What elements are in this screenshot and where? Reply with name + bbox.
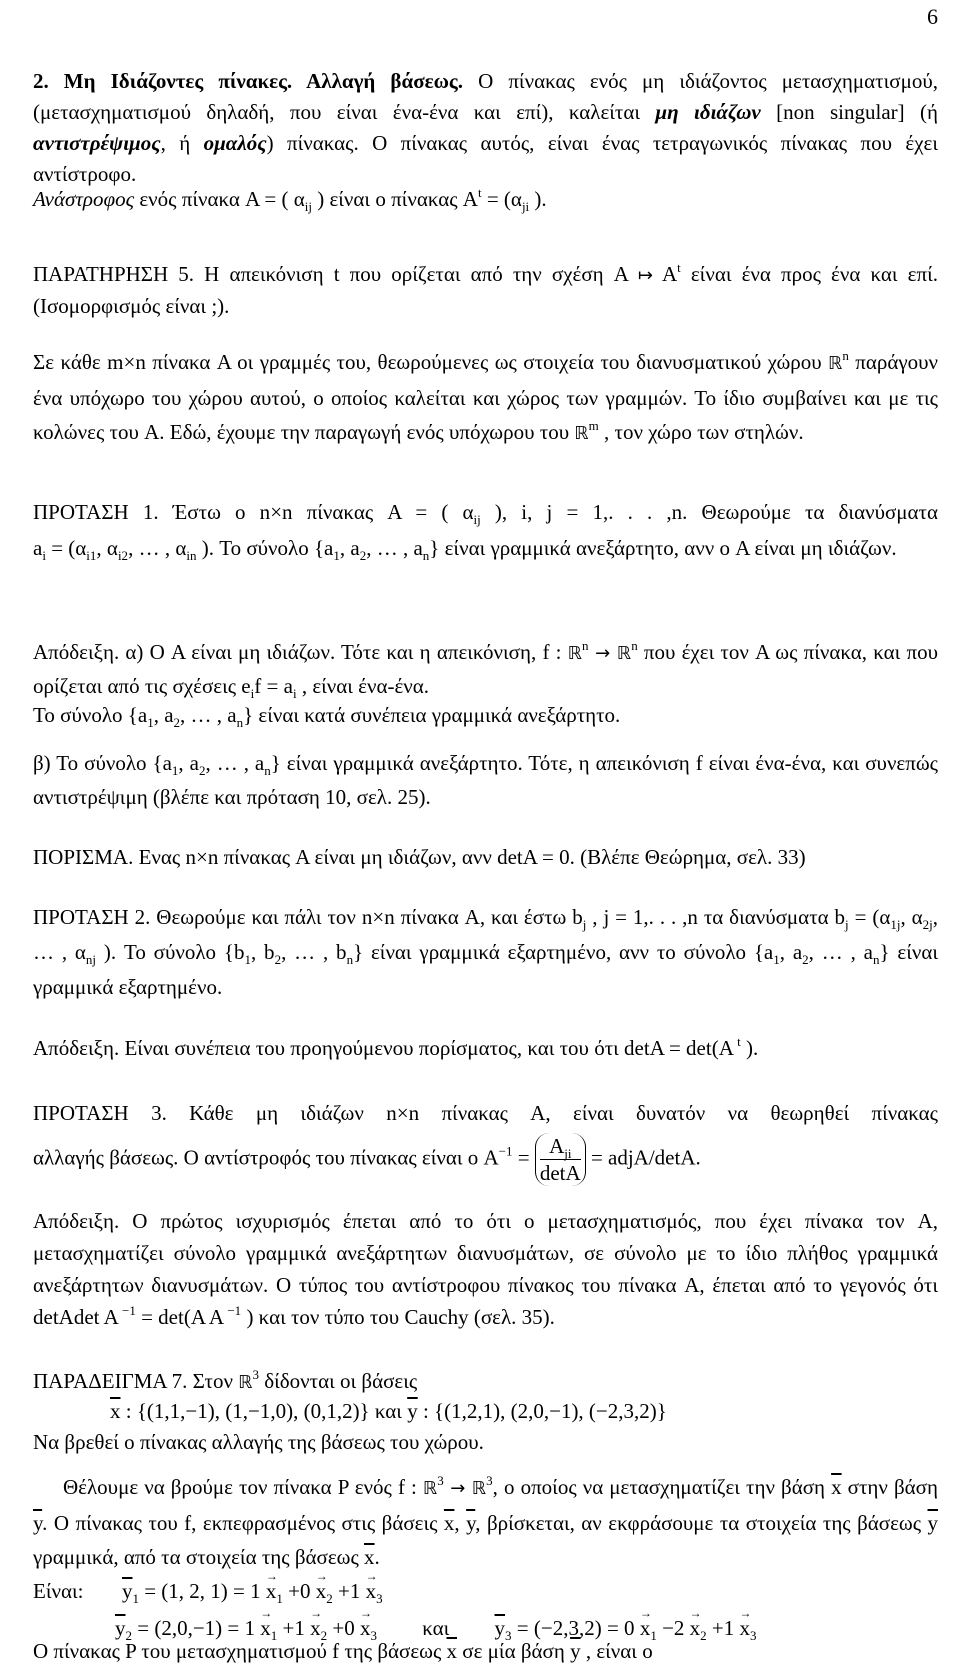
paragraph-proof-proposition-2: Απόδειξη. Είναι συνέπεια του προηγούμενου πορίσματος, και του ότι detA = det(A $^t$ ). (33, 1034, 759, 1060)
inverse-formula-fraction: $\frac{A_{ji}}{\det A}$ (539, 1134, 581, 1185)
example-question: Να βρεθεί ο πίνακας αλλαγής της βάσεως του χώρου. (33, 1430, 484, 1454)
example-bases: $\overline{x}$ : {(1,1,−1), (1,−1,0), (0,1,2)} και $\overline{y}$ : {(1,2,1), (2,0,−1), (−2,3,2)} (110, 1399, 667, 1423)
paragraph-corollary: ΠΟΡΙΣΜΑ. Ενας n×n πίνακας A είναι μη ιδιάζων, ανν detA = 0. (Βλέπε Θεώρημα, σελ. 33) (33, 845, 806, 869)
paragraph-example-solution: Θέλουμε να βρούμε τον πίνακα P ενός f : ℝ$^3$ → ℝ$^3$, ο οποίος να μετασχηματίζει την βάση $\overline{x}$ στην βάση $\overline{y}$. Ο πίνακας του f, εκπεφρασμένος στις βάσεις $\overline{x}$, $\overline{y}$, βρίσκεται, αν εκφράσουμε τα στοιχεία της βάσεως $\overline{y}$ γραμμικά, από τα στοιχεία της βάσεως $\overline{x}$. (33, 1473, 938, 1569)
equation-y2-y3: $\overline{y}_2 = (2,0,-1) = 1 \to x_1 +1 \to x_2 +0 \to x_3$ και $\overline{y}_3 = (-2,3,2) = 0 \to x_1 -2 \to x_2 +1 \to x_3$ (115, 1613, 757, 1644)
basis-x: $\overline{x}$ (110, 1399, 121, 1423)
paragraph-final-line: Ο πίνακας P του μετασχηματισμού f της βάσεως $\overline{x}$ σε μία βάση $\overline{y}$ , είναι ο (33, 1639, 653, 1663)
real-numbers-symbol: ℝ (238, 1372, 253, 1393)
inverse-formula-parentheses (535, 1133, 586, 1186)
equation-y1: Είναι: $\overline{y}_1 = (1$, 2, $1) = 1 \to x_1 +0 \to x_2 +1 \to x_3$ (33, 1576, 383, 1607)
real-numbers-symbol: ℝ (422, 1478, 438, 1499)
paragraph-example-7: ΠΑΡΑΔΕΙΓΜΑ 7. Στον ℝ$^3$ δίδονται οι βάσεις (33, 1367, 418, 1393)
real-numbers-symbol: ℝ (567, 643, 582, 664)
right-arrow: → (588, 643, 617, 664)
page-number: 6 (927, 4, 938, 29)
paragraph-proof-a: Απόδειξη. α) Ο A είναι μη ιδιάζων. Τότε και η απεικόνιση, f : ℝ$^n$ → ℝ$^n$ που έχει τον A ως πίνακα, και που ορίζεται από τις σχέσεις $e_if = a_i$ , είναι ένα-ένα. (33, 638, 939, 701)
paragraph-nonsingular-definition: 2. Μη Ιδιάζοντες πίνακες. Αλλαγή βάσεως. Ο πίνακας ενός μη ιδιάζοντος μετασχηματισμού, (μετασχηματισμού δηλαδή, που είναι ένα-ένα και επί), καλείται μη ιδιάζων [non singular] (ή αντιστρέψιμος, ή ομαλός) πίνακας. Ο πίνακας αυτός, είναι ένας τετραγωνικός πίνακας που έχει αντίστροφο. (33, 69, 938, 186)
real-numbers-symbol: ℝ (574, 423, 589, 444)
real-numbers-symbol: ℝ (828, 353, 843, 374)
right-arrow: → (443, 1478, 472, 1499)
paragraph-proof-b: β) Το σύνολο {$a_1$, $a_2$, … , $a_n$} είναι γραμμικά ανεξάρτητο. Τότε, η απεικόνιση f είναι ένα-ένα, και συνεπώς αντιστρέψιμη (βλέπε και πρόταση 10, σελ. 25). (33, 751, 938, 809)
paragraph-remark-5: ΠΑΡΑΤΗΡΗΣΗ 5. Η απεικόνιση t που ορίζεται από την σχέση A ↦ $A^t$ είναι ένα προς ένα και επί. (Ισομορφισμός είναι ;). (33, 260, 938, 318)
paragraph-row-space: Σε κάθε m×n πίνακα A οι γραμμές του, θεωρούμενες ως στοιχεία του διανυσματικού χώρου ℝ$^n$ παράγουν ένα υπόχωρο του χώρου αυτού, ο οποίος καλείται και χώρος των γραμμών. Το ίδιο συμβαίνει και με τις κολώνες του A. Εδώ, έχουμε την παραγωγή ενός υπόχωρου του ℝ$^m$ , τον χώρο των στηλών. (33, 348, 939, 444)
paragraph-transpose-definition: Ανάστροφος ενός πίνακα A = ( $\alpha_{ij}$ ) είναι ο πίνακας $A^t = (\alpha_{ji}$ ). (33, 185, 547, 214)
term-transpose: Ανάστροφος (33, 187, 135, 211)
paragraph-proof-proposition-3: Απόδειξη. Ο πρώτος ισχυρισμός έπεται από το ότι ο μετασχηματισμός, που έχει πίνακα τον A, μετασχηματίζει σύνολο γραμμικά ανεξάρτητων διανυσμάτων, σε σύνολο με το ίδιο πλήθος γραμμικά ανεξάρτητων διανυσμάτων. Ο τύπος του αντίστροφου πίνακος του πίνακα A, έπεται από το γεγονός ότι detAdet A $^{-1}$ = det(A A $^{-1}$ ) και τον τύπο του Cauchy (σελ. 35). (33, 1209, 938, 1329)
maps-to-arrow: ↦ (637, 265, 653, 286)
paragraph-proposition-1: ΠΡΟΤΑΣΗ 1. Έστω ο n×n πίνακας A = ( $\alpha_{ij}$ ), i, j = 1,. . . ,n. Θεωρούμε τα διανύσματα $a_i = (\alpha_{i1}$, $\alpha_{i2}$, … , $\alpha_{in}$ ). Το σύνολο {$a_1$, $a_2$, … , $a_n$} είναι γραμμικά ανεξάρτητο, ανν ο A είναι μη ιδιάζων. (33, 500, 938, 563)
section-heading: 2. Μη Ιδιάζοντες πίνακες. Αλλαγή βάσεως. (33, 69, 464, 93)
paragraph-proposition-3: ΠΡΟΤΑΣΗ 3. Κάθε μη ιδιάζων n×n πίνακας A, είναι δυνατόν να θεωρηθεί πίνακας αλλαγής βάσεως. Ο αντίστροφός του πίνακας είναι ο $A^{-1}$ = $\frac{A_{ji}}{\det A}$ = adjA/detA. (33, 1101, 938, 1185)
basis-y: $\overline{y}$ (407, 1399, 418, 1423)
real-numbers-symbol: ℝ (616, 643, 632, 664)
real-numbers-symbol: ℝ (471, 1478, 487, 1499)
paragraph-proof-a-conclusion: Το σύνολο {$a_1$, $a_2$, … , $a_n$} είναι κατά συνέπεια γραμμικά ανεξάρτητο. (33, 703, 621, 730)
paragraph-proposition-2: ΠΡΟΤΑΣΗ 2. Θεωρούμε και πάλι τον n×n πίνακα A, και έστω $b_j$ , j = 1,. . . ,n τα διανύσματα $b_j = (\alpha_{1j}$, $\alpha_{2j}$, … , $\alpha_{nj}$ ). Το σύνολο {$b_1$, $b_2$, … , $b_n$} είναι γραμμικά εξαρτημένο, ανν το σύνολο {$a_1$, $a_2$, … , $a_n$} είναι γραμμικά εξαρτημένο. (33, 905, 938, 999)
